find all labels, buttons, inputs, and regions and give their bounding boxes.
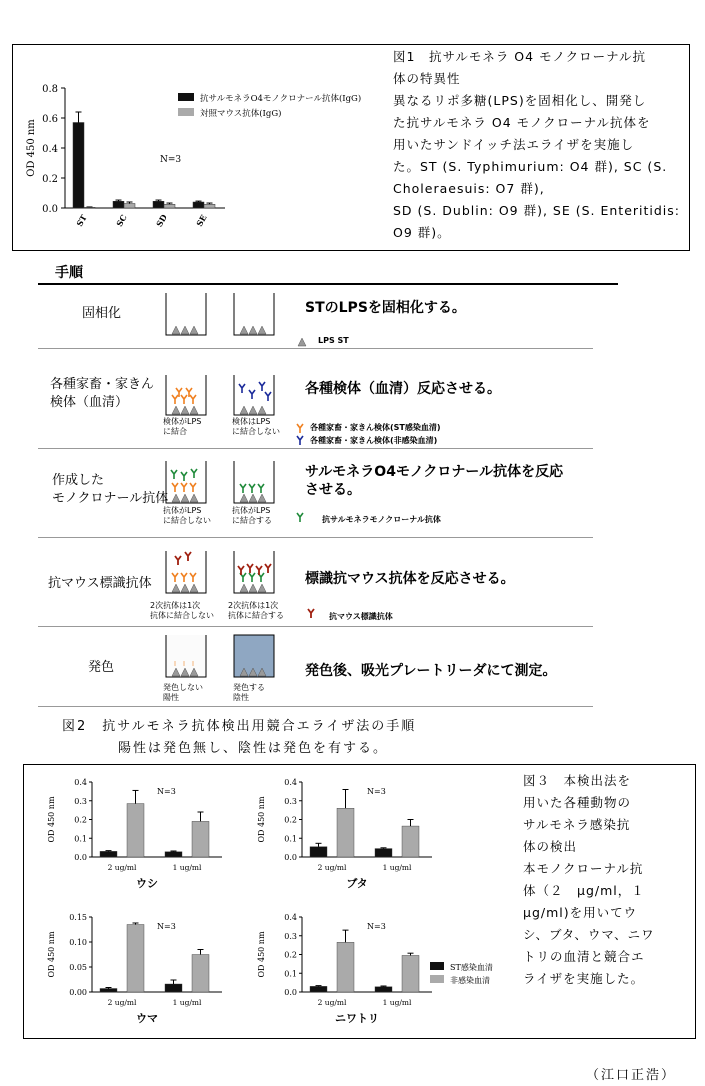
y-tick-label: 0.8 — [42, 84, 58, 95]
figure-3-chart-cattle — [40, 770, 260, 895]
caption-line: Choleraesuis: O7 群), — [393, 181, 545, 196]
caption-line: 本モノクローナル抗 — [523, 861, 644, 876]
bar-1 ug/ml-s1 — [402, 826, 419, 857]
step5-sub-right — [233, 683, 265, 703]
caption-line: 図1 抗サルモネラ O4 モノクローナル抗 — [393, 49, 646, 64]
step3-sub-left — [163, 506, 211, 526]
bar-SD-s1 — [164, 204, 175, 208]
step3-desc — [305, 463, 563, 499]
y-tick-label: 0.3 — [284, 931, 297, 941]
figure-3-legend — [428, 960, 518, 990]
legend-st-serum: 各種家畜・家きん検体(ST感染血清) — [310, 423, 441, 432]
legend-noninfected-serum: 各種家畜・家きん検体(非感染血清) — [310, 436, 438, 445]
bar-1 ug/ml-s0 — [165, 984, 182, 992]
well-step5-left — [166, 635, 206, 677]
step1-label: 固相化 — [82, 306, 122, 321]
y-tick-label: 0.10 — [69, 938, 87, 947]
y-tick-label: 0.4 — [42, 144, 58, 155]
procedure-heading: 手順 — [55, 265, 83, 281]
x-tick-label: 1 ug/ml — [382, 998, 412, 1007]
y-tick-label: 0.2 — [284, 815, 297, 825]
author: （江口正浩） — [586, 1068, 677, 1083]
bar-2 ug/ml-s0 — [310, 847, 327, 857]
y-tick-label: 0.6 — [42, 114, 58, 125]
caption-line: 体の特異性 — [393, 71, 461, 86]
sub-line: 抗体がLPS — [163, 506, 202, 515]
step4-label: 抗マウス標識抗体 — [48, 576, 152, 591]
chart-title: ニワトリ — [335, 1012, 379, 1025]
step4-sub-right — [228, 601, 284, 621]
legend-label: 対照マウス抗体(IgG) — [200, 109, 282, 119]
y-tick-label: 0.0 — [42, 204, 58, 215]
figure-1-chart — [20, 70, 380, 245]
y-tick-label: 0.2 — [74, 815, 87, 825]
y-tick-label: 0.2 — [42, 174, 58, 185]
y-tick-label: 0.2 — [284, 950, 297, 960]
y-tick-label: 0.0 — [284, 853, 297, 862]
bar-SE-s0 — [193, 202, 204, 208]
x-tick-label: 1 ug/ml — [172, 863, 202, 872]
y-tick-label: 0.1 — [284, 834, 297, 844]
bar-2 ug/ml-s1 — [127, 804, 144, 857]
caption-line: ライザを実施した。 — [523, 971, 645, 986]
y-axis-label: OD 450 nm — [47, 931, 56, 978]
y-tick-label: 0.3 — [284, 796, 297, 806]
caption-line: 用いた各種動物の — [523, 795, 632, 810]
bar-SC-s1 — [124, 204, 135, 209]
x-tick-label: 2 ug/ml — [107, 863, 137, 872]
well-step3-right — [234, 461, 274, 503]
bar-1 ug/ml-s1 — [402, 955, 419, 992]
legend-swatch-noninfected — [430, 975, 444, 983]
step3-label — [52, 472, 168, 508]
bar-2 ug/ml-s1 — [127, 925, 144, 993]
figure-3-chart-pig — [250, 770, 470, 895]
caption-line: 体の検出 — [523, 839, 578, 854]
label-line: モノクロナール抗体 — [52, 491, 169, 506]
bar-SE-s1 — [204, 204, 215, 208]
bar-2 ug/ml-s1 — [337, 808, 354, 857]
bar-2 ug/ml-s1 — [337, 942, 354, 992]
y-axis-label: OD 450 nm — [26, 119, 37, 177]
y-tick-label: 0.1 — [284, 969, 297, 979]
well-step4-left — [166, 551, 206, 593]
well-step3-left — [166, 461, 206, 503]
x-tick-label: 2 ug/ml — [317, 863, 347, 872]
caption-line: μg/ml)を用いてウ — [523, 905, 638, 920]
step3-sub-right — [232, 506, 272, 526]
sub-line: に結合 — [163, 427, 187, 436]
well-step1-right — [234, 293, 274, 335]
step2-sub-left — [163, 417, 201, 437]
figure-1-caption — [393, 46, 685, 244]
figure-3-chart-horse — [40, 905, 260, 1030]
n-note: N=3 — [367, 787, 386, 796]
y-axis-label: OD 450 nm — [257, 796, 266, 843]
legend-lps: LPS ST — [318, 336, 349, 345]
y-axis-label: OD 450 nm — [257, 931, 266, 978]
bar-2 ug/ml-s0 — [100, 989, 117, 993]
step2-desc: 各種検体（血清）反応させる。 — [305, 381, 501, 397]
step2-label — [50, 376, 154, 412]
y-tick-label: 0.1 — [74, 834, 87, 844]
caption-line: 用いたサンドイッチ法エライザを実施し — [393, 137, 635, 152]
x-tick-label: SE — [194, 212, 209, 229]
bar-1 ug/ml-s0 — [375, 987, 392, 992]
label-line: 各種家畜・家きん — [50, 377, 155, 392]
step4-sub-left — [150, 601, 214, 621]
n-note: N=3 — [157, 922, 176, 931]
legend-monoclonal: 抗サルモネラモノクローナル抗体 — [322, 515, 441, 524]
legend-labeled-antibody: 抗マウス標識抗体 — [329, 612, 393, 621]
sub-line: 抗体がLPS — [232, 506, 271, 515]
y-tick-label: 0.0 — [284, 988, 297, 997]
figure-2-caption-sub: 陽性は発色無し、陰性は発色を有する。 — [118, 741, 389, 756]
sub-line: 陰性 — [233, 693, 249, 702]
step5-label: 発色 — [88, 660, 115, 675]
caption-line: 体（２ μg/ml，１ — [523, 883, 645, 898]
bar-ST-s0 — [73, 123, 84, 209]
label-line: 作成した — [52, 473, 105, 488]
caption-line: サルモネラ感染抗 — [523, 817, 631, 832]
bar-SC-s0 — [113, 201, 124, 208]
y-tick-label: 0.05 — [69, 963, 87, 972]
sub-line: 抗体に結合しない — [150, 611, 214, 620]
well-step5-right — [234, 635, 274, 677]
x-tick-label: 2 ug/ml — [317, 998, 347, 1007]
caption-line: SD (S. Dublin: O9 群), SE (S. Enteritidis: — [393, 203, 681, 218]
x-tick-label: 1 ug/ml — [172, 998, 202, 1007]
sub-line: 検体がLPS — [163, 417, 202, 426]
legend-swatch — [178, 93, 194, 101]
step-divider — [38, 706, 593, 707]
y-tick-label: 0.4 — [74, 778, 87, 787]
y-tick-label: 0.0 — [74, 853, 87, 862]
sub-line: に結合する — [232, 516, 272, 525]
step1-desc: STのLPSを固相化する。 — [305, 300, 466, 316]
sub-line: 抗体に結合する — [228, 611, 284, 620]
well-step4-right — [234, 551, 274, 593]
figure-2-caption: 図2 抗サルモネラ抗体検出用競合エライザ法の手順 — [62, 719, 417, 734]
label-line: 検体（血清） — [50, 395, 129, 410]
x-tick-label: SD — [153, 212, 169, 229]
bar-SD-s0 — [153, 201, 164, 208]
step5-sub-left — [163, 683, 203, 703]
well-step2-right — [234, 375, 274, 415]
desc-line: させる。 — [305, 482, 361, 498]
bar-1 ug/ml-s1 — [192, 955, 209, 993]
bar-1 ug/ml-s0 — [165, 852, 182, 857]
legend-infected: ST感染血清 — [450, 963, 493, 972]
bar-2 ug/ml-s0 — [100, 851, 117, 857]
y-tick-label: 0.4 — [284, 778, 297, 787]
legend-swatch-infected — [430, 962, 444, 970]
legend-swatch — [178, 108, 194, 116]
sub-line: に結合しない — [232, 427, 280, 436]
caption-line: O9 群)。 — [393, 225, 451, 240]
legend-label: 抗サルモネラO4モノクロナール抗体(IgG) — [200, 94, 362, 104]
bar-1 ug/ml-s1 — [192, 821, 209, 857]
caption-line: トリの血清と競合エ — [523, 949, 645, 964]
chart-title: ウマ — [136, 1012, 158, 1025]
step2-sub-right — [232, 417, 280, 437]
x-tick-label: ST — [74, 212, 89, 229]
y-tick-label: 0.00 — [69, 988, 87, 997]
caption-line: た。ST (S. Typhimurium: O4 群), SC (S. — [393, 159, 668, 174]
y-tick-label: 0.15 — [69, 913, 87, 922]
well-step1-left — [166, 293, 206, 335]
figure-3-caption — [523, 770, 693, 990]
caption-line: た抗サルモネラ O4 モノクローナル抗体を — [393, 115, 651, 130]
legend-noninfected: 非感染血清 — [450, 976, 490, 985]
n-note: N=3 — [160, 155, 182, 165]
caption-line: 異なるリポ多糖(LPS)を固相化し、開発し — [393, 93, 647, 108]
y-tick-label: 0.4 — [284, 913, 297, 922]
y-axis-label: OD 450 nm — [47, 796, 56, 843]
n-note: N=3 — [157, 787, 176, 796]
step4-desc: 標識抗マウス抗体を反応させる。 — [305, 571, 515, 587]
chart-title: ブタ — [346, 877, 368, 890]
x-tick-label: 1 ug/ml — [382, 863, 412, 872]
sub-line: 検体はLPS — [232, 417, 271, 426]
y-tick-label: 0.3 — [74, 796, 87, 806]
sub-line: 発色しない — [163, 683, 203, 692]
well-step2-left — [166, 375, 206, 415]
bar-2 ug/ml-s0 — [310, 986, 327, 992]
sub-line: 2次抗体は1次 — [228, 601, 279, 610]
bar-1 ug/ml-s0 — [375, 849, 392, 857]
caption-line: シ、ブタ、ウマ、ニワ — [523, 927, 655, 942]
sub-line: に結合しない — [163, 516, 211, 525]
x-tick-label: 2 ug/ml — [107, 998, 137, 1007]
caption-line: 図３ 本検出法を — [523, 773, 632, 788]
x-tick-label: SC — [114, 212, 129, 229]
sub-line: 陽性 — [163, 693, 179, 702]
sub-line: 2次抗体は1次 — [150, 601, 201, 610]
step5-desc: 発色後、吸光プレートリーダにて測定。 — [305, 663, 557, 679]
sub-line: 発色する — [233, 683, 265, 692]
chart-title: ウシ — [136, 877, 158, 890]
n-note: N=3 — [367, 922, 386, 931]
desc-line: サルモネラO4モノクロナール抗体を反応 — [305, 464, 564, 480]
procedure-wells — [150, 285, 330, 705]
